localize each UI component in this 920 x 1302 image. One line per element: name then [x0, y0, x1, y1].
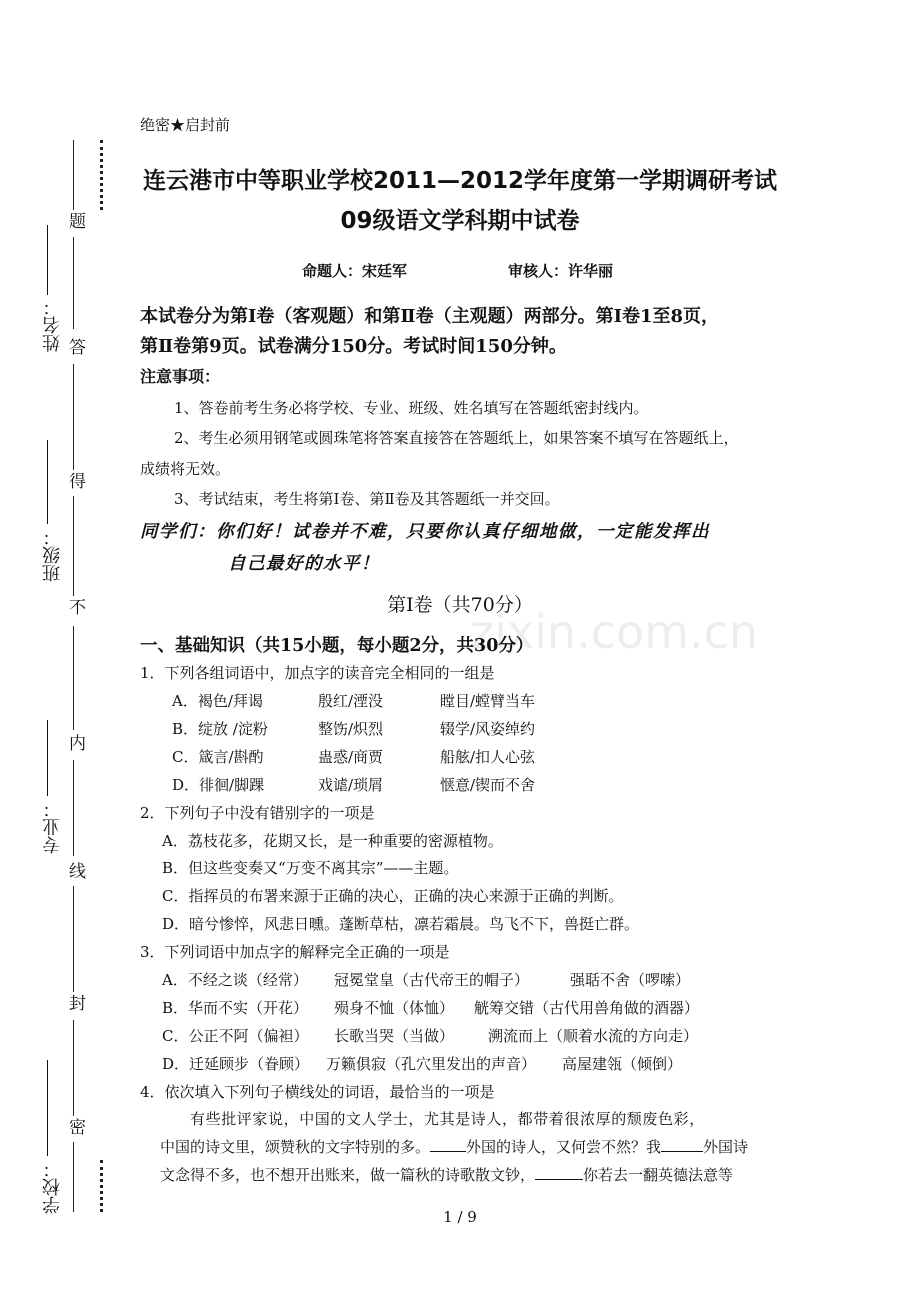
volume-title: 第Ⅰ卷（共70分） [387, 594, 533, 616]
seal-char-de: 得 [65, 472, 85, 489]
q4-passage-line3-a: 文念得不多，也不想开出账来，做一篇秋的诗歌散文钞， [160, 1166, 536, 1184]
exam-title-line1: 连云港市中等职业学校2011—2012学年度第一学期调研考试 [142, 168, 778, 194]
option-c-3: 船舷/扣人心弦 [440, 748, 536, 766]
seal-char-xian: 线 [65, 862, 85, 879]
option-c-2: 蛊惑/商贾 [318, 748, 384, 766]
intro-line1: 本试卷分为第Ⅰ卷（客观题）和第Ⅱ卷（主观题）两部分。第Ⅰ卷1至8页， [140, 306, 720, 327]
question-4-stem: 4．依次填入下列句子横线处的词语，最恰当的一项是 [140, 1083, 495, 1101]
field-class-label: 班级： [42, 528, 63, 582]
q3-option-b-1: B．华而不实（开花） [162, 999, 309, 1017]
q3-option-c-3: 溯流而上（顺着水流的方向走） [488, 1027, 699, 1045]
option-b-3: 辍学/风姿绰约 [440, 720, 536, 738]
watermark: zixin.com.cn [470, 605, 759, 659]
option-c-1: C．箴言/斟酌 [172, 748, 264, 766]
seal-char-mi: 密 [65, 1118, 85, 1135]
exam-title-line2: 09级语文学科期中试卷 [340, 208, 580, 234]
option-d-2: 戏谑/琐屑 [318, 776, 384, 794]
seal-char-feng: 封 [65, 994, 85, 1011]
note-1: 1、答卷前考生务必将学校、专业、班级、姓名填写在答题纸密封线内。 [174, 399, 649, 417]
secret-mark: 绝密★启封前 [140, 116, 231, 134]
seal-rule-7 [73, 886, 74, 992]
q2-option-c: C．指挥员的布署来源于正确的决心，正确的决心来源于正确的判断。 [162, 887, 624, 905]
q3-option-a-1: A．不经之谈（经常） [162, 971, 308, 989]
question-1-stem: 1．下列各组词语中，加点字的读音完全相同的一组是 [140, 664, 495, 682]
seal-rule-5 [73, 626, 74, 730]
q4-blank-2[interactable] [661, 1137, 703, 1152]
q4-blank-1[interactable] [430, 1137, 466, 1152]
q3-option-c-2: 长歌当哭（当做） [334, 1027, 455, 1045]
seal-char-nei: 内 [65, 734, 85, 751]
seal-rule-2 [73, 237, 74, 329]
page-number: 1 / 9 [443, 1208, 477, 1226]
reviewer: 审核人：许华丽 [508, 262, 614, 280]
field-school-label: 学校： [42, 1160, 63, 1214]
option-b-2: 整饬/炽烈 [318, 720, 384, 738]
setter: 命题人：宋廷军 [302, 262, 408, 280]
q3-option-a-2: 冠冕堂皇（古代帝王的帽子） [334, 971, 530, 989]
field-class-line [47, 440, 48, 524]
seal-rule-6 [73, 760, 74, 856]
q4-passage-line3 [160, 1164, 733, 1185]
q4-passage-line2-b: 外国的诗人，又何尝不然？我 [466, 1138, 662, 1156]
q3-option-d-1: D．迁延顾步（眷顾） [162, 1055, 310, 1073]
option-d-1: D．徘徊/脚踝 [172, 776, 265, 794]
field-name-line [47, 225, 48, 295]
cheer-line1: 同学们：你们好！试卷并不难，只要你认真仔细地做，一定能发挥出 [140, 522, 710, 542]
option-a-1: A．褐色/拜谒 [172, 692, 263, 710]
option-a-3: 瞠目/螳臂当车 [440, 692, 536, 710]
seal-char-bu: 不 [65, 598, 85, 615]
section-title: 一、基础知识（共15小题，每小题2分，共30分） [140, 636, 534, 656]
field-name-label: 姓名： [42, 298, 63, 352]
q4-passage-line2-a: 中国的诗文里，颂赞秋的文字特别的多。 [160, 1138, 431, 1156]
q4-passage-line3-b: 你若去一翻英德法意等 [583, 1166, 734, 1184]
q4-passage-line2-c: 外国诗 [703, 1138, 749, 1156]
cheer-line2: 自己最好的水平！ [228, 554, 380, 574]
seal-char-da: 答 [65, 338, 85, 355]
field-major-label: 专业： [42, 800, 63, 854]
intro-line2: 第Ⅱ卷第9页。试卷满分150分。考试时间150分钟。 [140, 336, 567, 357]
q2-option-a: A．荔枝花多，花期又长，是一种重要的密源植物。 [162, 832, 503, 850]
option-d-3: 惬意/锲而不舍 [440, 776, 536, 794]
option-b-1: B．绽放 /淀粉 [172, 720, 268, 738]
field-school-line [47, 1060, 48, 1156]
seal-rule-3 [73, 364, 74, 470]
seal-char-ti: 题 [65, 212, 85, 229]
question-3-stem: 3．下列词语中加点字的解释完全正确的一项是 [140, 943, 450, 961]
q4-blank-3[interactable] [535, 1165, 583, 1180]
q3-option-d-3: 高屋建瓴（倾倒） [562, 1055, 683, 1073]
seal-dots-bottom [100, 1160, 103, 1212]
q3-option-c-1: C．公正不阿（偏袒） [162, 1027, 309, 1045]
q3-option-a-3: 强聒不舍（啰嗦） [570, 971, 691, 989]
seal-rule-4 [73, 496, 74, 596]
q4-passage-line1: 有些批评家说，中国的文人学士，尤其是诗人，都带着很浓厚的颓废色彩， [190, 1110, 705, 1128]
seal-rule-9 [73, 1142, 74, 1212]
q3-option-d-2: 万籁俱寂（孔穴里发出的声音） [326, 1055, 537, 1073]
q3-option-b-3: 觥筹交错（古代用兽角做的酒器） [474, 999, 700, 1017]
note-3: 3、考试结束，考生将第Ⅰ卷、第Ⅱ卷及其答题纸一并交回。 [174, 490, 560, 508]
seal-rule-8 [73, 1020, 74, 1116]
option-a-2: 殷红/湮没 [318, 692, 384, 710]
note-2: 2、考生必须用钢笔或圆珠笔将答案直接答在答题纸上，如果答案不填写在答题纸上， [174, 429, 739, 447]
q2-option-b: B．但这些变奏又“万变不离其宗”——主题。 [162, 859, 459, 877]
note-2-cont: 成绩将无效。 [140, 460, 231, 478]
notice-heading: 注意事项： [140, 367, 221, 386]
question-2-stem: 2．下列句子中没有错别字的一项是 [140, 804, 375, 822]
q2-option-d: D．暗兮惨悴，风悲日曛。蓬断草枯，凛若霜晨。鸟飞不下，兽挺亡群。 [162, 915, 640, 933]
field-major-line [47, 720, 48, 796]
q4-passage-line2 [160, 1136, 748, 1157]
q3-option-b-2: 殒身不恤（体恤） [334, 999, 455, 1017]
